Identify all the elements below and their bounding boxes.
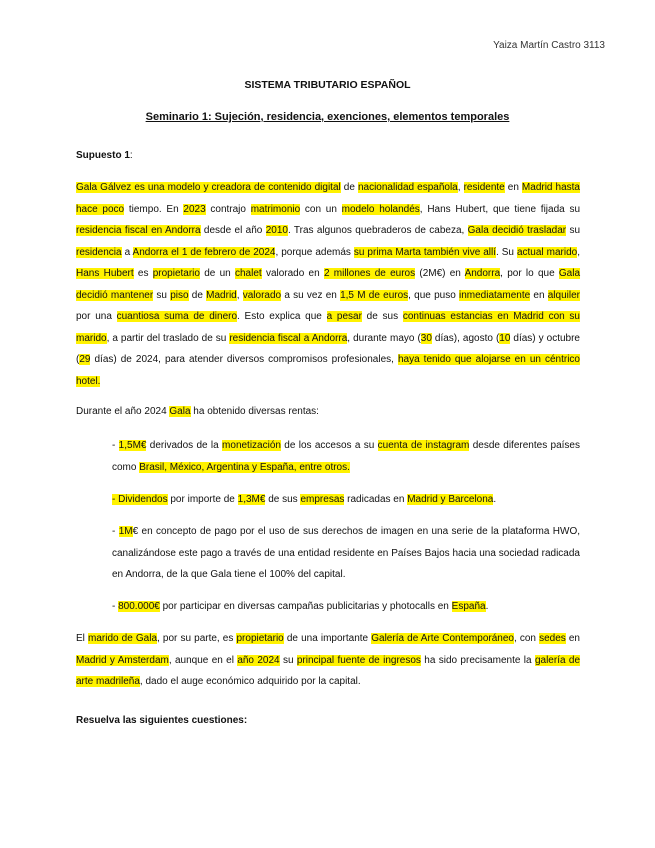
highlighted-text: propietario — [236, 633, 284, 644]
list-item-dividends — [112, 489, 580, 511]
highlighted-text: su prima Marta también vive allí — [353, 246, 497, 258]
list-item-image-rights — [112, 521, 580, 586]
supuesto-heading — [76, 150, 580, 161]
text-run: . Su — [496, 246, 517, 258]
highlighted-text: residencia fiscal en Andorra — [76, 225, 201, 236]
highlighted-text: monetización — [222, 440, 281, 451]
highlighted-text: 30 — [420, 332, 432, 344]
highlighted-text: cuenta de instagram — [377, 440, 470, 451]
highlighted-text: marido de Gala — [88, 633, 158, 644]
text-run: (2M€) en — [415, 268, 465, 279]
text-run: de sus — [265, 494, 301, 505]
highlighted-text: residencia fiscal a Andorra — [229, 332, 348, 344]
text-run: , — [457, 182, 464, 193]
text-run: - — [112, 440, 119, 451]
highlighted-text: modelo holandés — [341, 203, 420, 215]
text-run: , con — [513, 633, 540, 644]
supuesto-colon: : — [129, 150, 133, 161]
text-run: con un — [300, 203, 342, 215]
text-run: días), agosto ( — [431, 332, 500, 344]
text-run: El — [76, 633, 88, 644]
seminar-subtitle: Seminario 1: Sujeción, residencia, exenciones, elementos temporales — [145, 111, 510, 123]
text-run: a — [121, 246, 133, 258]
highlighted-text: continuas estancias en Madrid con su marido — [76, 311, 580, 344]
highlighted-text: España — [451, 601, 486, 612]
text-run: por participar en diversas campañas publicitarias y photocalls en — [159, 601, 452, 612]
text-run: contrajo — [205, 203, 251, 215]
text-run: por una — [76, 311, 117, 322]
highlighted-text: 2010 — [265, 225, 288, 236]
highlighted-text: Gala — [169, 406, 191, 417]
highlighted-text: matrimonio — [250, 203, 301, 215]
highlighted-text: Gala — [558, 268, 581, 279]
highlighted-text: cuantiosa suma de dinero — [116, 311, 238, 322]
text-run: Durante el año 2024 — [76, 406, 170, 417]
author-header: Yaiza Martín Castro 3113 — [493, 40, 605, 51]
text-run: es — [133, 268, 153, 279]
highlighted-text: Madrid — [206, 289, 237, 301]
highlighted-text: 1,3M€ — [237, 494, 266, 505]
list-item-instagram-income — [112, 435, 580, 478]
text-run: de — [340, 182, 358, 193]
text-run: desde el año — [200, 225, 266, 236]
text-run: , por lo que — [500, 268, 559, 279]
text-run: radicadas en — [344, 494, 408, 505]
text-run: , porque además — [275, 246, 354, 258]
text-run: de los accesos a su — [280, 440, 378, 451]
highlighted-text: Madrid y Barcelona — [407, 494, 494, 505]
text-run: en — [530, 289, 548, 301]
text-run: tiempo. En — [124, 203, 184, 215]
paragraph-questions-heading: Resuelva las siguientes cuestiones: — [76, 715, 248, 726]
text-run: por importe de — [167, 494, 238, 505]
highlighted-text: 1,5M€ — [118, 440, 147, 451]
highlighted-text: residencia — [76, 246, 122, 258]
highlighted-text: haya tenido que alojarse en un céntrico hotel. — [76, 354, 580, 387]
text-run: de una importante — [283, 633, 372, 644]
text-run: en — [565, 633, 580, 644]
highlighted-text: Galería de Arte Contemporáneo — [371, 633, 514, 644]
text-run: , por su parte, es — [157, 633, 237, 644]
highlighted-text: 10 — [499, 332, 511, 344]
paragraph-husband — [76, 628, 580, 693]
highlighted-text: año 2024 — [237, 654, 280, 666]
highlighted-text: 2023 — [183, 203, 206, 215]
text-run: ha sido precisamente la — [420, 654, 535, 666]
text-run: valorado en — [261, 268, 324, 279]
highlighted-text: empresas — [300, 494, 345, 505]
highlighted-text: a pesar — [326, 311, 362, 322]
text-run: desde diferentes países como — [112, 440, 580, 473]
text-run: , — [236, 289, 243, 301]
text-run: . Esto explica que — [237, 311, 327, 322]
text-run: € en concepto de pago por el uso de sus derechos de imagen en una serie de la plataforma HWO, canalizándose este pago a través de una entidad residente en Países Bajos hacia una sociedad radicada en Andorra, de la que Gala tiene el 100% del capital. — [112, 526, 581, 580]
text-run: derivados de la — [146, 440, 223, 451]
text-run: , que puso — [408, 289, 459, 301]
text-run: días) y octubre ( — [76, 332, 580, 365]
supuesto-label: Supuesto 1 — [76, 150, 130, 161]
text-run: su — [153, 289, 171, 301]
text-run: su — [566, 225, 581, 236]
highlighted-text: chalet — [235, 268, 262, 279]
text-run: en — [504, 182, 522, 193]
text-run: de sus — [361, 311, 403, 322]
text-run: . Tras algunos quebraderos de cabeza, — [287, 225, 468, 236]
list-item-advertising — [112, 596, 580, 618]
highlighted-text: alquiler — [547, 289, 580, 301]
text-run: . — [485, 601, 489, 612]
highlighted-text: - Dividendos — [112, 494, 168, 505]
document-title: SISTEMA TRIBUTARIO ESPAÑOL — [244, 79, 411, 91]
highlighted-text: Andorra el 1 de febrero de 2024 — [132, 246, 276, 258]
highlighted-text: residente — [463, 182, 505, 193]
text-run: , dado el auge económico adquirido por la capital. — [139, 676, 361, 687]
highlighted-text: decidió mantener — [76, 289, 154, 301]
text-run: , — [577, 246, 580, 258]
highlighted-text: Gala decidió trasladar — [467, 225, 567, 236]
text-run: , Hans Hubert, que tiene fijada su — [419, 203, 581, 215]
highlighted-text: sedes — [539, 633, 566, 644]
highlighted-text: 800.000€ — [118, 601, 160, 612]
highlighted-text: propietario — [152, 268, 200, 279]
highlighted-text: Andorra — [464, 268, 501, 279]
highlighted-text: Madrid y Amsterdam — [76, 654, 169, 666]
paragraph-case-description — [76, 177, 580, 392]
text-run: su — [279, 654, 297, 666]
text-run: - — [112, 526, 119, 537]
highlighted-text: 2 millones de euros — [323, 268, 416, 279]
text-run: - — [112, 601, 119, 612]
highlighted-text: valorado — [242, 289, 282, 301]
highlighted-text: 1,5 M de euros — [340, 289, 409, 301]
text-run: a su vez en — [281, 289, 341, 301]
text-run: , durante mayo ( — [347, 332, 421, 344]
text-run: de un — [199, 268, 235, 279]
highlighted-text: 29 — [79, 354, 91, 365]
text-run: . — [493, 494, 497, 505]
text-run: , a partir del traslado de su — [106, 332, 230, 344]
highlighted-text: nacionalidad española — [357, 182, 458, 193]
highlighted-text: Brasil, México, Argentina y España, entre otros. — [139, 461, 350, 473]
highlighted-text: actual marido — [516, 246, 578, 258]
highlighted-text: inmediatamente — [459, 289, 531, 301]
paragraph-income-intro — [76, 401, 580, 423]
highlighted-text: 1M — [118, 526, 133, 537]
text-run: , aunque en el — [168, 654, 238, 666]
highlighted-text: Madrid hasta hace poco — [76, 182, 580, 215]
highlighted-text: Hans Hubert — [76, 268, 134, 279]
text-run: días) de 2024, para atender diversos compromisos profesionales, — [90, 354, 398, 365]
text-run: de — [188, 289, 207, 301]
highlighted-text: piso — [170, 289, 189, 301]
highlighted-text: Gala Gálvez es una modelo y creadora de contenido digital — [76, 182, 341, 193]
text-run: ha obtenido diversas rentas: — [190, 406, 319, 417]
highlighted-text: principal fuente de ingresos — [296, 654, 421, 666]
highlighted-text: galería de arte madrileña — [76, 654, 581, 687]
